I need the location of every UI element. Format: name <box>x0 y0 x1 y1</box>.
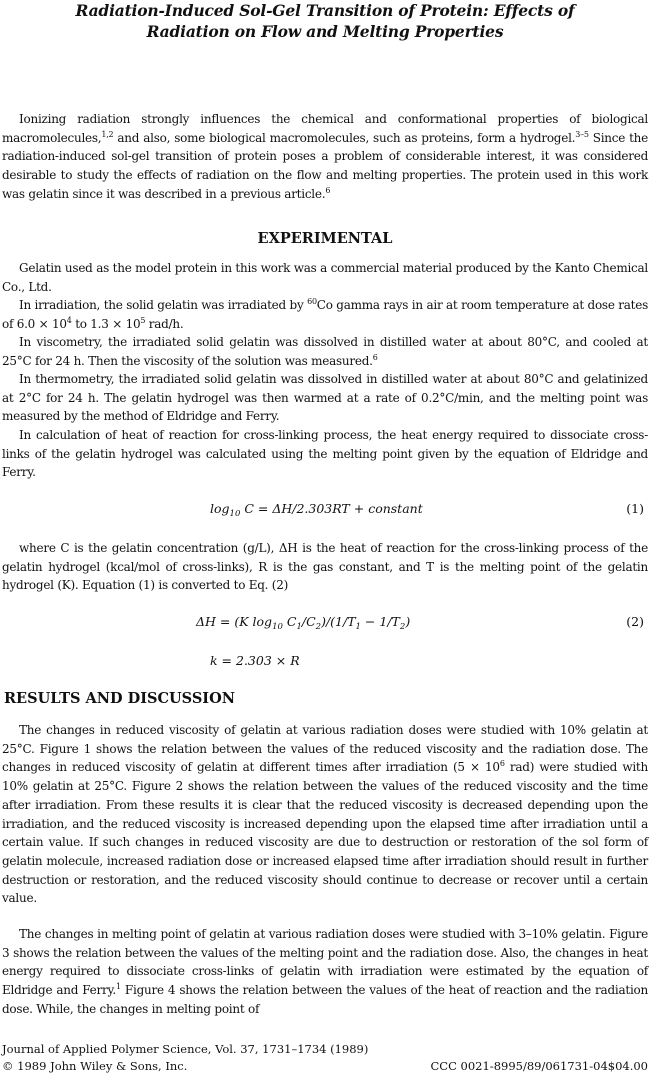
article-title <box>0 0 650 42</box>
ccc-code: CCC 0021-8995/89/061731-04$04.00 <box>430 1059 648 1073</box>
title-line-2: Radiation on Flow and Melting Properties <box>146 22 504 41</box>
citation-ref: 6 <box>325 185 331 195</box>
experimental-paragraph-3: In viscometry, the irradiated solid gelatin was dissolved in distilled water at about 80°C, and cooled at 25°C for 24 h. Then the viscosity of the solution was measured.$^6$ <box>2 335 648 368</box>
experimental-paragraph-1: Gelatin used as the model protein in this work was a commercial material produced by the Kanto Chemical Co., Ltd. <box>2 261 648 294</box>
results-heading: RESULTS AND DISCUSSION <box>4 690 235 707</box>
citation-ref: 3–5 <box>575 129 589 139</box>
experimental-paragraph-4: In thermometry, the irradiated solid gelatin was dissolved in distilled water at about 80°C and gelatinized at 2°C for 24 h. The gelatin hydrogel was then warmed at a rate of 0.2°C/min, and the melting point was measured by the method of Eldridge and Ferry. <box>2 372 648 424</box>
results-paragraph-1: The changes in reduced viscosity of gelatin at various radiation doses were studied with 10% gelatin at 25°C. Figure 1 shows the relation between the values of the reduced viscosity and the radiation dose. The changes in reduced viscosity of gelatin at different times after irradiation ($5 \times 10^6$ rad) were studied with 10% gelatin at 25°C. Figure 2 shows the relation between the values of the reduced viscosity and the time after irradiation. From these results it is clear that the reduced viscosity is decreased depending upon the irradiation, and the reduced viscosity is increased depending upon the elapsed time after irradiation until a certain value. If such changes in reduced viscosity are due to destruction or restoration of the sol form of gelatin molecule, increased radiation dose or increased elapsed time after irradiation should result in further destruction or restoration, and the reduced viscosity should continue to decrease or recover until a certain value. <box>2 723 648 906</box>
title-line-1: Radiation-Induced Sol-Gel Transition of Protein: Effects of <box>75 1 575 20</box>
citation-ref: 1,2 <box>101 129 114 139</box>
equation-3: k = 2.303 × R <box>210 653 300 668</box>
citation-ref: 1 <box>116 982 121 992</box>
experimental-paragraph-5: In calculation of heat of reaction for cross-linking process, the heat energy required to dissociate cross-links of the gelatin hydrogel was calculated using the melting point given by the equation of Eldridge and Ferry. <box>2 428 648 480</box>
experimental-paragraph-2: In irradiation, the solid gelatin was irradiated by $^{60}$Co gamma rays in air at room temperature at dose rates of $6.0 \times 10^4$ to $1.3 \times 10^5$ rad/h. <box>2 297 648 331</box>
equation-number: (1) <box>626 501 644 516</box>
equation-1: $\log_{10} C = \Delta H/2.303RT$ + constant (1) <box>210 501 644 519</box>
results-paragraph-2: The changes in melting point of gelatin at various radiation doses were studied with 3–10% gelatin. Figure 3 shows the relation between the values of the melting point and the radiation dose. Also, the changes in heat energy required to dissociate cross-links of gelatin with irradiation were estimated by the equation of Eldridge and Ferry.$^1$ Figure 4 shows the relation between the values of the heat of reaction and the radiation dose. While, the changes in melting point of <box>2 927 648 1016</box>
copyright-notice: © 1989 John Wiley & Sons, Inc. <box>2 1059 188 1073</box>
journal-citation: Journal of Applied Polymer Science, Vol. 37, 1731–1734 (1989) <box>2 1042 369 1056</box>
citation-ref: 6 <box>372 352 378 362</box>
experimental-heading: EXPERIMENTAL <box>257 230 393 247</box>
equation-number: (2) <box>626 614 644 629</box>
equation-2: ΔH = (K $\log_{10} C_1/C_2)/(1/T_1 - 1/T_2)$ (2) <box>196 614 644 632</box>
experimental-paragraph-6: where C is the gelatin concentration (g/L), ΔH is the heat of reaction for the cross-linking process of the gelatin hydrogel (kcal/mol of cross-links), R is the gas constant, and T is the melting point of the gelatin hydrogel (K). Equation (1) is converted to Eq. (2) <box>2 541 648 593</box>
intro-paragraph: Ionizing radiation strongly influences the chemical and conformational properties of biological macromolecules,$^{1,2}$ and also, some biological macromolecules, such as proteins, form a hydrogel.$^{3-5}$ Since the radiation-induced sol-gel transition of protein poses a problem of considerable interest, it was considered desirable to study the effects of radiation on the flow and melting properties. The protein used in this work was gelatin since it was described in a previous article.$^6$ <box>2 112 649 201</box>
